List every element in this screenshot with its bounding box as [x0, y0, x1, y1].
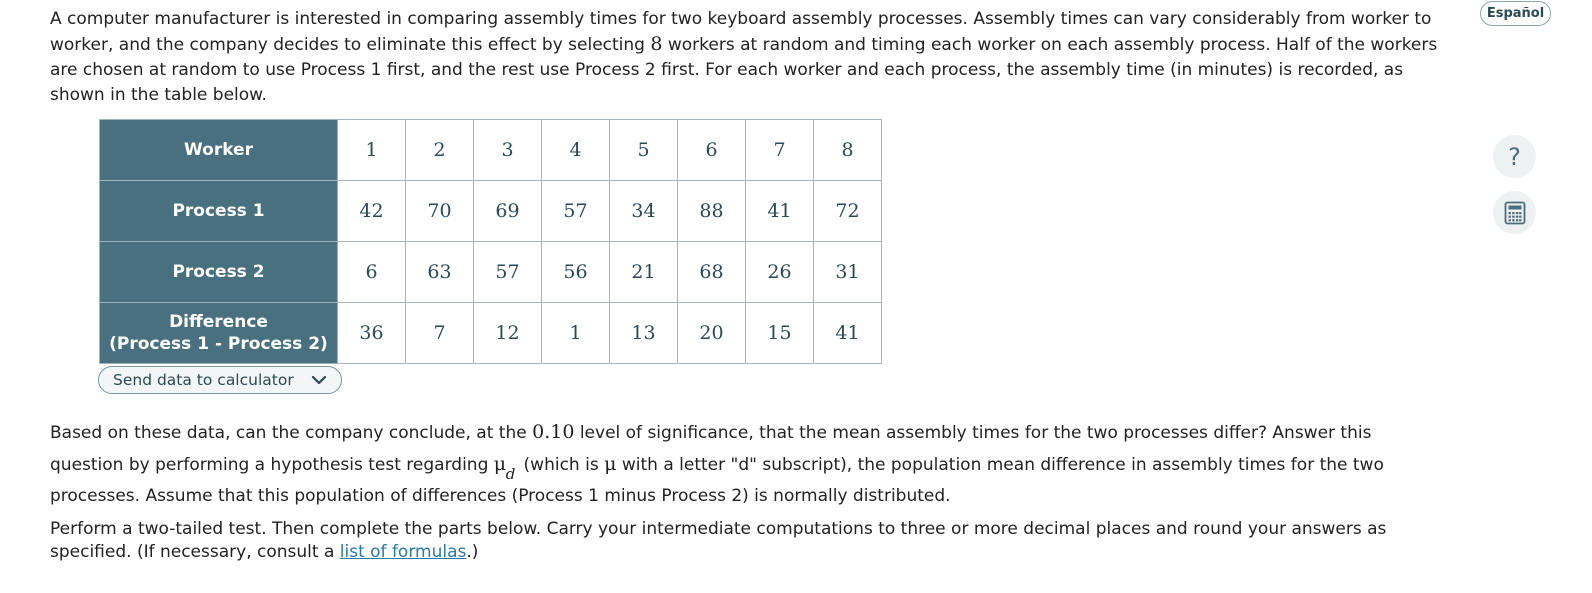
mu-subscript: d — [505, 465, 516, 483]
table-cell: 3 — [474, 120, 542, 181]
table-cell: 1 — [542, 303, 610, 364]
table-cell: 34 — [610, 181, 678, 242]
table-cell: 2 — [406, 120, 474, 181]
table-cell: 26 — [746, 242, 814, 303]
table-cell: 69 — [474, 181, 542, 242]
row-header — [100, 303, 338, 364]
language-espanol-button[interactable]: Español — [1480, 1, 1551, 26]
table-cell: 8 — [814, 120, 882, 181]
table-cell: 7 — [746, 120, 814, 181]
row-header: Process 1 — [100, 181, 338, 242]
table-cell: 6 — [678, 120, 746, 181]
mu-symbol-plain: μ — [604, 453, 617, 475]
table-row-worker — [100, 120, 882, 181]
table-cell: 88 — [678, 181, 746, 242]
table-cell: 6 — [338, 242, 406, 303]
instructions-text-2: .) — [466, 542, 479, 562]
table-cell: 70 — [406, 181, 474, 242]
intro-text-2: workers at random and timing each worker on each assembly process. Half of the workers are chosen at random to use Process 1 first, and the rest use Process 2 first. For each worker and each process, the assembly time (in minutes) is recorded, as shown in the table below. — [50, 35, 1438, 105]
table-row-process-1 — [100, 181, 882, 242]
table-cell: 57 — [474, 242, 542, 303]
table-cell: 4 — [542, 120, 610, 181]
instructions-text-1: Perform a two-tailed test. Then complete the parts below. Carry your intermediate computations to three or more decimal places and round your answers as specified. (If necessary, consult a — [50, 519, 1387, 562]
table-cell: 41 — [814, 303, 882, 364]
table-cell: 1 — [338, 120, 406, 181]
instructions-text — [50, 518, 1450, 564]
problem-intro — [50, 7, 1450, 108]
table-cell: 20 — [678, 303, 746, 364]
table-cell: 57 — [542, 181, 610, 242]
row-header: Process 2 — [100, 242, 338, 303]
table-cell: 68 — [678, 242, 746, 303]
help-icon: ? — [1508, 142, 1521, 171]
table-cell: 72 — [814, 181, 882, 242]
table-cell: 21 — [610, 242, 678, 303]
send-data-label: Send data to calculator — [113, 371, 294, 389]
calculator-icon — [1504, 201, 1526, 225]
table-cell: 15 — [746, 303, 814, 364]
row-header: Worker — [100, 120, 338, 181]
table-cell: 12 — [474, 303, 542, 364]
calculator-button[interactable] — [1493, 191, 1536, 234]
row-header-line-2: (Process 1 - Process 2) — [109, 334, 328, 354]
list-of-formulas-link[interactable]: list of formulas — [339, 542, 467, 562]
sample-size: 8 — [650, 33, 663, 55]
question-text-3: (which is — [518, 455, 605, 475]
mu-d-symbol — [493, 449, 516, 483]
table-cell: 31 — [814, 242, 882, 303]
significance-level: 0.10 — [532, 421, 575, 443]
table-row-difference — [100, 303, 882, 364]
question-text — [50, 417, 1450, 512]
question-text-1: Based on these data, can the company conclude, at the — [50, 423, 533, 443]
table-cell: 7 — [406, 303, 474, 364]
data-table — [99, 119, 882, 364]
row-header-line-1: Difference — [169, 312, 268, 332]
intro-text-1: A computer manufacturer is interested in comparing assembly times for two keyboard assembly processes. Assembly times can vary considerably from worker to worker, and the company decides to eliminate this effect by selecting — [50, 9, 1432, 55]
table-cell: 41 — [746, 181, 814, 242]
help-button[interactable] — [1493, 135, 1536, 178]
table-row-process-2 — [100, 242, 882, 303]
mu-symbol: μ — [493, 453, 507, 475]
chevron-down-icon — [311, 373, 327, 387]
table-cell: 63 — [406, 242, 474, 303]
table-cell: 56 — [542, 242, 610, 303]
question-text-4: with a letter "d" subscript), the population mean difference in assembly times for the two processes. Assume that this population of differences (Process 1 minus Process 2) is normally distributed. — [50, 455, 1384, 506]
table-cell: 36 — [338, 303, 406, 364]
table-cell: 5 — [610, 120, 678, 181]
table-cell: 13 — [610, 303, 678, 364]
question-text-2: level of significance, that the mean assembly times for the two processes differ? Answer this question by performing a hypothesis test regarding — [50, 423, 1372, 475]
send-data-to-calculator-button[interactable] — [98, 366, 342, 394]
table-cell: 42 — [338, 181, 406, 242]
